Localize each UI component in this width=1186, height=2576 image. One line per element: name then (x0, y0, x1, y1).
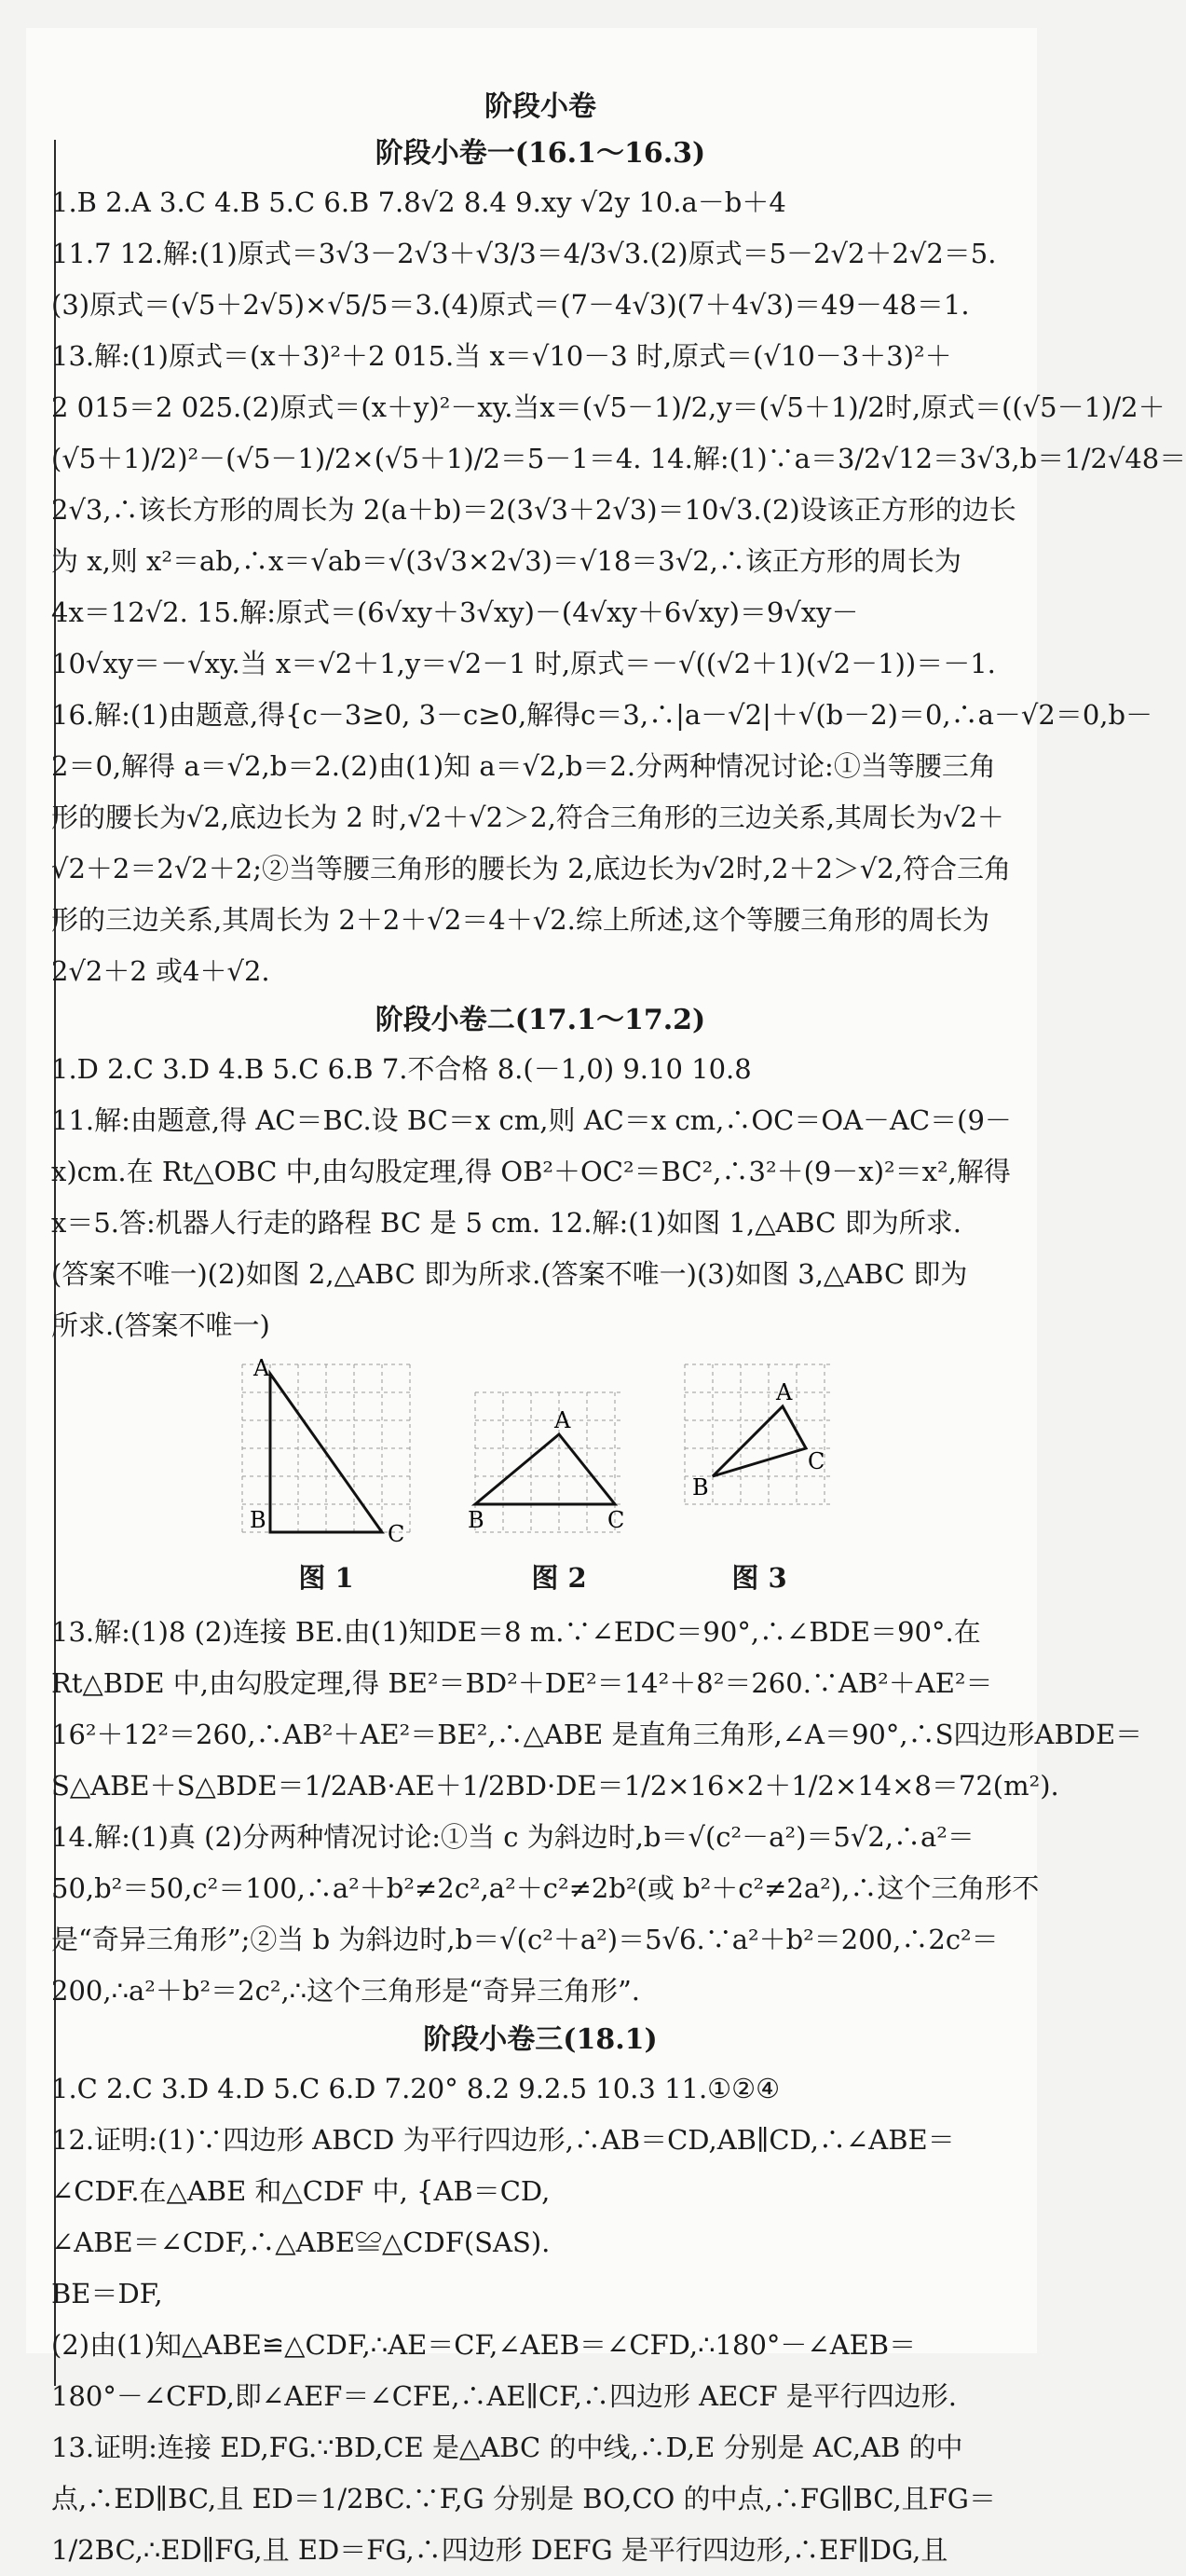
point-a-label: A (776, 1379, 793, 1405)
figure-2 (466, 1355, 652, 1568)
triangle-abc-2 (475, 1434, 615, 1504)
point-a-label: A (554, 1407, 571, 1433)
section-heading-2: 阶段小卷二(17.1～17.2) (375, 1004, 706, 1036)
figure-1 (233, 1355, 419, 1568)
point-b-label: B (692, 1474, 709, 1500)
answer-line: ∠CDF.在△ABE 和△CDF 中, {AB＝CD, (51, 2175, 551, 2207)
answer-line: (√5＋1)/2)²－(√5－1)/2×(√5＋1)/2＝5－1＝4. 14.解:(1)∵a＝3/2√12＝3√3,b＝1/2√48＝ (51, 443, 1186, 474)
point-b-label: B (468, 1507, 484, 1533)
answer-line: 形的三边关系,其周长为 2＋2＋√2＝4＋√2.综上所述,这个等腰三角形的周长为 (51, 904, 990, 936)
point-c-label: C (808, 1448, 825, 1474)
answer-line: 形的腰长为√2,底边长为 2 时,√2＋√2＞2,符合三角形的三边关系,其周长为√2＋ (51, 802, 1004, 833)
answer-line: 2＝0,解得 a＝√2,b＝2.(2)由(1)知 a＝√2,b＝2.分两种情况讨论:①当等腰三角 (51, 750, 996, 782)
answer-line: BE＝DF, (51, 2278, 163, 2309)
answer-line: ∠ABE＝∠CDF,∴△ABE≌△CDF(SAS). (51, 2227, 551, 2258)
answer-line: 2√3,∴该长方形的周长为 2(a＋b)＝2(3√3＋2√3)＝10√3.(2)设该正方形的边长 (51, 494, 1016, 526)
figure-3-label: 图 3 (731, 1562, 787, 1594)
page-title: 阶段小卷 (484, 90, 596, 123)
answer-line: 4x＝12√2. 15.解:原式＝(6√xy＋3√xy)－(4√xy＋6√xy)＝9√xy－ (51, 596, 859, 628)
figure-2-label: 图 2 (531, 1562, 587, 1594)
section-heading-1: 阶段小卷一(16.1～16.3) (375, 137, 706, 170)
answer-line: x＝5.答:机器人行走的路程 BC 是 5 cm. 12.解:(1)如图 1,△ABC 即为所求. (51, 1207, 961, 1239)
figure-row (51, 1355, 1029, 1607)
figure-1-grid (233, 1355, 419, 1551)
answer-line: 16.解:(1)由题意,得{c－3≥0, 3－c≥0,解得c＝3,∴|a－√2|＋√(b－2)＝0,∴a－√2＝0,b－ (51, 699, 1153, 731)
answer-line: 1.C 2.C 3.D 4.D 5.C 6.D 7.20° 8.2 9.2.5 10.3 11.①②④ (51, 2073, 781, 2104)
answer-line: x)cm.在 Rt△OBC 中,由勾股定理,得 OB²＋OC²＝BC²,∴3²＋(9－x)²＝x²,解得 (51, 1156, 1011, 1187)
answer-line: 2√2＋2 或4＋√2. (51, 955, 270, 987)
section-3-lines (51, 2063, 1029, 2576)
answer-line: (3)原式＝(√5＋2√5)×√5/5＝3.(4)原式＝(7－4√3)(7＋4√3)＝49－48＝1. (51, 289, 970, 321)
answer-line: 1.B 2.A 3.C 4.B 5.C 6.B 7.8√2 8.4 9.xy √2y 10.a－b＋4 (51, 186, 786, 218)
figure-2-grid (466, 1355, 652, 1551)
section-1-lines (51, 177, 1186, 997)
point-a-label: A (253, 1355, 270, 1381)
answer-line: 1/2BC,∴ED∥FG,且 ED＝FG,∴四边形 DEFG 是平行四边形,∴EF∥DG,且 (51, 2534, 948, 2566)
answer-line: 点,∴ED∥BC,且 ED＝1/2BC.∵F,G 分别是 BO,CO 的中点,∴FG∥BC,且FG＝ (51, 2483, 996, 2514)
point-c-label: C (388, 1521, 405, 1547)
answer-line: 180°－∠CFD,即∠AEF＝∠CFE,∴AE∥CF,∴四边形 AECF 是平行四边形. (51, 2380, 958, 2412)
answer-line: 13.解:(1)8 (2)连接 BE.由(1)知DE＝8 m.∵∠EDC＝90°,∴∠BDE＝90°.在 (51, 1616, 981, 1648)
answer-line: (2)由(1)知△ABE≌△CDF,∴AE＝CF,∠AEB＝∠CFD,∴180°－∠AEB＝ (51, 2329, 917, 2361)
figure-3-grid (675, 1355, 843, 1551)
section-2-lines (51, 1044, 1029, 1351)
answer-line: 1.D 2.C 3.D 4.B 5.C 6.B 7.不合格 8.(－1,0) 9.10 10.8 (51, 1053, 752, 1085)
answer-line: S△ABE＋S△BDE＝1/2AB·AE＋1/2BD·DE＝1/2×16×2＋1/2×14×8＝72(m²). (51, 1770, 1059, 1802)
answer-line: 是“奇异三角形”;②当 b 为斜边时,b＝√(c²＋a²)＝5√6.∵a²＋b²＝200,∴2c²＝ (51, 1924, 999, 1955)
answer-line: (答案不唯一)(2)如图 2,△ABC 即为所求.(答案不唯一)(3)如图 3,△ABC 即为 (51, 1258, 968, 1290)
answer-line: 11.7 12.解:(1)原式＝3√3－2√3＋√3/3＝4/3√3.(2)原式＝5－2√2＋2√2＝5. (51, 238, 997, 269)
answer-line: 13.证明:连接 ED,FG.∵BD,CE 是△ABC 的中线,∴D,E 分别是 AC,AB 的中 (51, 2432, 963, 2463)
answer-line: 200,∴a²＋b²＝2c²,∴这个三角形是“奇异三角形”. (51, 1975, 640, 2007)
answer-line: 14.解:(1)真 (2)分两种情况讨论:①当 c 为斜边时,b＝√(c²－a²)＝5√2,∴a²＝ (51, 1821, 975, 1853)
answer-line: 16²＋12²＝260,∴AB²＋AE²＝BE²,∴△ABE 是直角三角形,∠A＝90°,∴S四边形ABDE＝ (51, 1719, 1143, 1750)
triangle-abc-3 (713, 1406, 806, 1476)
answer-line: 50,b²＝50,c²＝100,∴a²＋b²≠2c²,a²＋c²≠2b²(或 b²＋c²≠2a²),∴这个三角形不 (51, 1872, 1040, 1904)
point-c-label: C (607, 1507, 625, 1533)
answer-line: 11.解:由题意,得 AC＝BC.设 BC＝x cm,则 AC＝x cm,∴OC＝OA－AC＝(9－ (51, 1104, 1012, 1136)
point-b-label: B (250, 1507, 266, 1533)
section-heading-3: 阶段小卷三(18.1) (423, 2023, 658, 2056)
figure-1-label: 图 1 (298, 1562, 354, 1594)
answer-line: 为 x,则 x²＝ab,∴x＝√ab＝√(3√3×2√3)＝√18＝3√2,∴该正方形的周长为 (51, 545, 961, 577)
answer-line: 12.证明:(1)∵四边形 ABCD 为平行四边形,∴AB＝CD,AB∥CD,∴∠ABE＝ (51, 2124, 955, 2156)
answer-line: 10√xy＝－√xy.当 x＝√2＋1,y＝√2－1 时,原式＝－√((√2＋1)(√2－1))＝－1. (51, 648, 996, 679)
answer-line: 所求.(答案不唯一) (51, 1309, 270, 1341)
section-2-lines-after (51, 1607, 1143, 2017)
answer-line: Rt△BDE 中,由勾股定理,得 BE²＝BD²＋DE²＝14²＋8²＝260.∵AB²＋AE²＝ (51, 1667, 993, 1699)
figure-3 (675, 1355, 843, 1568)
answer-line: √2＋2＝2√2＋2;②当等腰三角形的腰长为 2,底边长为√2时,2＋2＞√2,符合三角 (51, 853, 1012, 884)
answer-line: 13.解:(1)原式＝(x＋3)²＋2 015.当 x＝√10－3 时,原式＝(√10－3＋3)²＋ (51, 340, 952, 372)
answer-content (51, 84, 1186, 2576)
answer-line: 2 015＝2 025.(2)原式＝(x＋y)²－xy.当x＝(√5－1)/2,y＝(√5＋1)/2时,原式＝((√5－1)/2＋ (51, 391, 1166, 423)
